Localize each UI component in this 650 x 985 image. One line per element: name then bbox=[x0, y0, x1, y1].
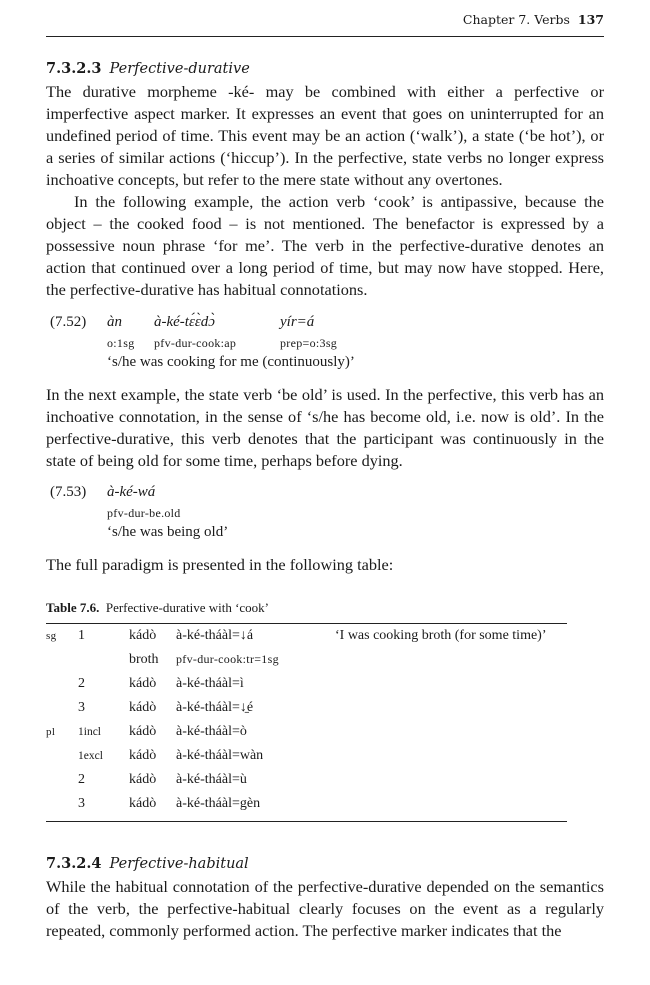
section-heading-7-3-2-4 bbox=[46, 855, 249, 872]
table-cell-noun: kádò bbox=[129, 700, 157, 715]
section-number: 7.3.2.3 bbox=[46, 60, 102, 77]
section-heading-7-3-2-3 bbox=[46, 60, 250, 77]
paragraph-durative-morpheme: The durative morpheme -ké- may be combined with either a perfective or imperfective aspect marker. It expresses an event that goes on uninterrupted for an undefined period of time. This event may be an action (‘walk’), a state (‘be hot’), or a series of similar actions (‘hiccup’). In the perfective, state verbs no longer express inchoative concepts, but refer to the mere state without any overtones. bbox=[46, 82, 604, 189]
table-row bbox=[46, 652, 567, 676]
table-cell-noun: kádò bbox=[129, 772, 157, 787]
table-cell-verb: à-ké-tháàl=ù bbox=[176, 772, 247, 787]
table-cell-person: 1 bbox=[78, 628, 85, 643]
table-cell-person: 1incl bbox=[78, 726, 101, 738]
paragraph-perfective-habitual: While the habitual connotation of the perfective-durative depended on the semantics of the verb, the perfective-habitual clearly focuses on the event as a regularly repeated, commonly performed action. The perfective marker indicates that the bbox=[46, 877, 604, 940]
table-row bbox=[46, 724, 567, 748]
section-title: Perfective-durative bbox=[109, 61, 250, 77]
table-cell-verb: à-ké-tháàl=gèn bbox=[176, 796, 261, 811]
example-translation: ‘s/he was cooking for me (continuously)’ bbox=[107, 354, 355, 370]
table-row bbox=[46, 772, 567, 796]
table-label: Table 7.6. bbox=[46, 600, 100, 615]
table-cell-number: sg bbox=[46, 630, 57, 642]
paragraph-text: In the following example, the action verb ‘cook’ is antipassive, because the object – the cooked food – is not mentioned. The benefactor is expressed by a possessive noun phrase ‘for me’. The verb in the perfective-durative denotes an action that continued over a long period of time, but may now have stopped. Here, the perfective-durative has habitual connotations. bbox=[46, 192, 604, 299]
running-head bbox=[463, 12, 604, 27]
table-row bbox=[46, 796, 567, 820]
paragraph-next-example: In the next example, the state verb ‘be old’ is used. In the perfective, this verb has an inchoative connotation, in the sense of ‘s/he has become old, i.e. now is old’. In the perfective-durative, this verb denotes that the participant was continuously in the state of being old for some time, perhaps before dying. bbox=[46, 385, 604, 470]
table-cell-noun: kádò bbox=[129, 676, 157, 691]
paragraph-full-paradigm: The full paradigm is presented in the following table: bbox=[46, 555, 394, 574]
table-cell-person: 1excl bbox=[78, 750, 103, 762]
page-number: 137 bbox=[577, 12, 604, 27]
table-cell-verb: à-ké-tháàl=↓á bbox=[176, 628, 254, 643]
section-number: 7.3.2.4 bbox=[46, 855, 102, 872]
table-cell-translation: ‘I was cooking broth (for some time)’ bbox=[335, 628, 547, 643]
section-title: Perfective-habitual bbox=[109, 856, 249, 872]
table-cell-number: pl bbox=[46, 726, 56, 738]
example-gloss: prep=o:3sg bbox=[280, 336, 338, 350]
header-rule bbox=[46, 36, 604, 37]
table-cell-noun: kádò bbox=[129, 628, 157, 643]
table-row bbox=[46, 700, 567, 724]
table-row bbox=[46, 628, 567, 652]
table-cell-noun: kádò bbox=[129, 796, 157, 811]
example-number: (7.53) bbox=[50, 484, 87, 500]
table-cell-noun: broth bbox=[129, 652, 159, 667]
table-cell-verb: pfv-dur-cook:tr=1sg bbox=[176, 652, 279, 666]
example-word: àn bbox=[107, 314, 122, 330]
table-cell-person: 3 bbox=[78, 700, 85, 715]
table-cell-verb: à-ké-tháàl=wàn bbox=[176, 748, 264, 763]
example-word: yír=á bbox=[280, 314, 315, 330]
table-cell-verb: à-ké-tháàl=↓̱é bbox=[176, 700, 254, 715]
running-head-chapter: Chapter 7. Verbs bbox=[462, 12, 570, 27]
table-cell-verb: à-ké-tháàl=ì bbox=[176, 676, 244, 691]
table-top-rule bbox=[46, 623, 567, 624]
table-caption bbox=[46, 600, 269, 616]
table-cell-noun: kádò bbox=[129, 748, 157, 763]
example-gloss: o:1sg bbox=[107, 336, 135, 350]
table-row bbox=[46, 748, 567, 772]
example-gloss: pfv-dur-cook:ap bbox=[154, 336, 237, 350]
table-bottom-rule bbox=[46, 821, 567, 822]
example-translation: ‘s/he was being old’ bbox=[107, 524, 229, 540]
example-word: à-ké-tɛ́ɛ̀dɔ̀ bbox=[154, 314, 215, 330]
example-gloss: pfv-dur-be.old bbox=[107, 506, 181, 520]
table-caption-text: Perfective-durative with ‘cook’ bbox=[105, 600, 269, 615]
table-cell-verb: à-ké-tháàl=ò bbox=[176, 724, 247, 739]
table-cell-person: 2 bbox=[78, 772, 85, 787]
paragraph-following-example bbox=[46, 191, 604, 301]
table-row bbox=[46, 676, 567, 700]
table-cell-noun: kádò bbox=[129, 724, 157, 739]
example-word: à-ké-wá bbox=[107, 484, 156, 500]
table-cell-person: 2 bbox=[78, 676, 85, 691]
example-number: (7.52) bbox=[50, 314, 87, 330]
table-cell-person: 3 bbox=[78, 796, 85, 811]
